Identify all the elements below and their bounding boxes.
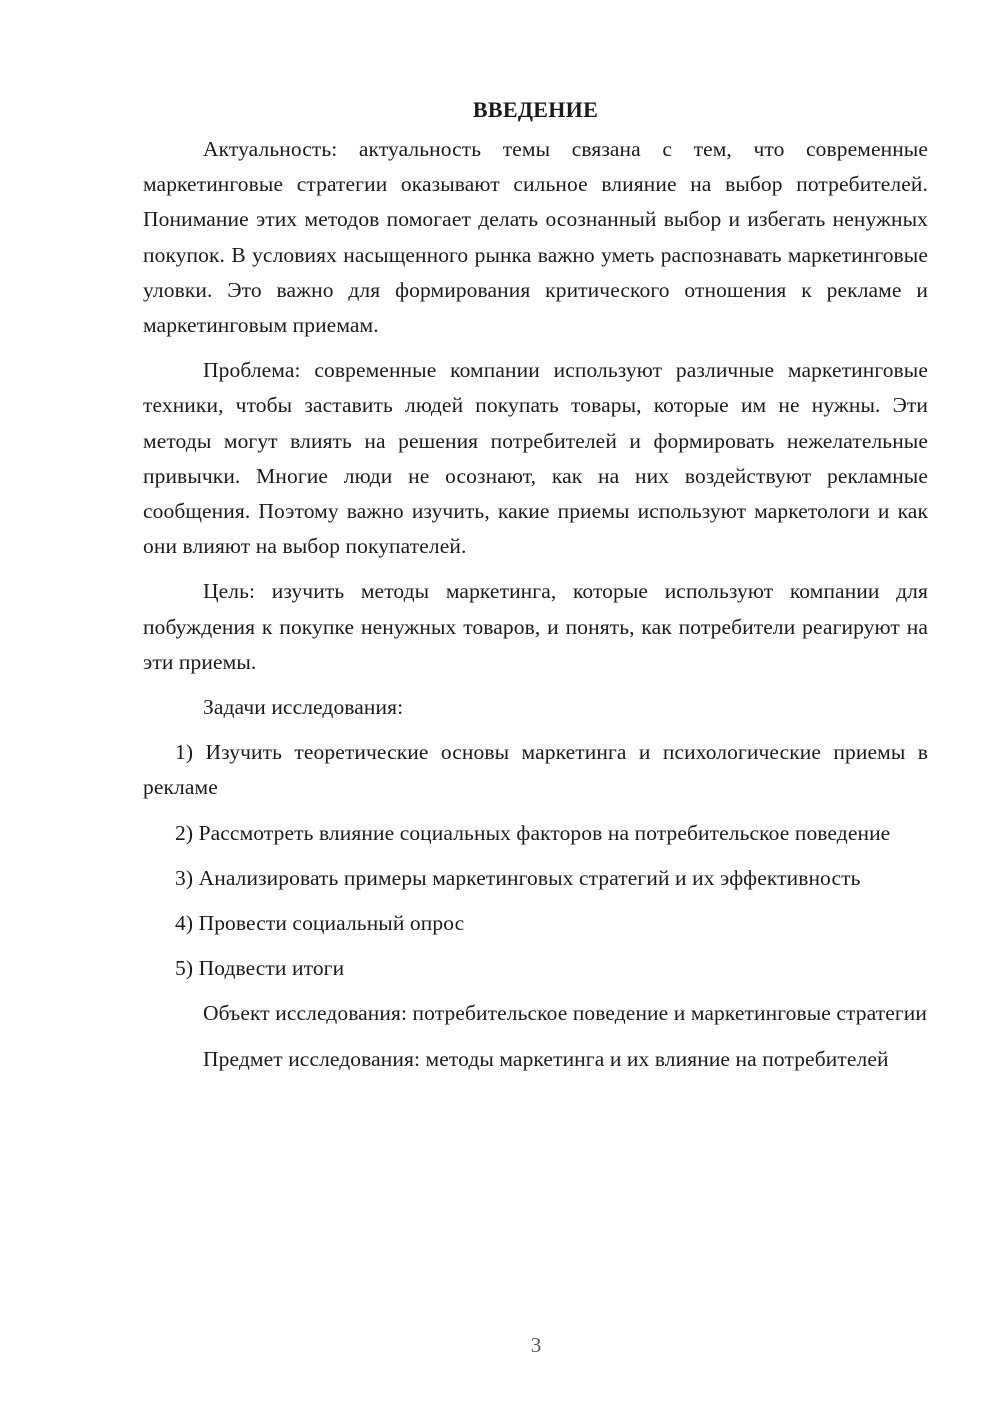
page-number: 3 bbox=[530, 1333, 542, 1357]
paragraph-problem: Проблема: современные компании используют различные маркетинговые техники, чтобы заставить людей покупать товары, которые им не нужны. Эти методы могут влиять на решения потребителей и формировать нежелательные привычки. Многие люди не осознают, как на них воздействуют рекламные сообщения. Поэтому важно изучить, какие приемы используют маркетологи и как они влияют на выбор покупателей. bbox=[143, 358, 928, 559]
task-item-3: 3) Анализировать примеры маркетинговых стратегий и их эффективность bbox=[175, 865, 861, 890]
task-item-4: 4) Провести социальный опрос bbox=[175, 911, 465, 936]
task-item-5: 5) Подвести итоги bbox=[175, 956, 345, 981]
task-item-1: 1) Изучить теоретические основы маркетинга и психологические приемы в рекламе bbox=[143, 740, 928, 800]
paragraph-relevance: Актуальность: актуальность темы связана с тем, что современные маркетинговые стратегии оказывают сильное влияние на выбор потребителей. Понимание этих методов помогает делать осознанный выбор и избегать ненужных покупок. В условиях насыщенного рынка важно уметь распознавать маркетинговые уловки. Это важно для формирования критического отношения к рекламе и маркетинговым приемам. bbox=[143, 137, 928, 338]
paragraph-subject: Предмет исследования: методы маркетинга и их влияние на потребителей bbox=[203, 1046, 889, 1071]
paragraph-object: Объект исследования: потребительское поведение и маркетинговые стратегии bbox=[203, 1001, 928, 1026]
document-page bbox=[143, 92, 928, 1087]
task-item-2: 2) Рассмотреть влияние социальных факторов на потребительское поведение bbox=[175, 820, 891, 845]
paragraph-goal: Цель: изучить методы маркетинга, которые используют компании для побуждения к покупке ненужных товаров, и понять, как потребители реагируют на эти приемы. bbox=[143, 579, 928, 674]
paragraph-tasks-intro: Задачи исследования: bbox=[203, 695, 404, 720]
page-heading: ВВЕДЕНИЕ bbox=[472, 97, 599, 122]
